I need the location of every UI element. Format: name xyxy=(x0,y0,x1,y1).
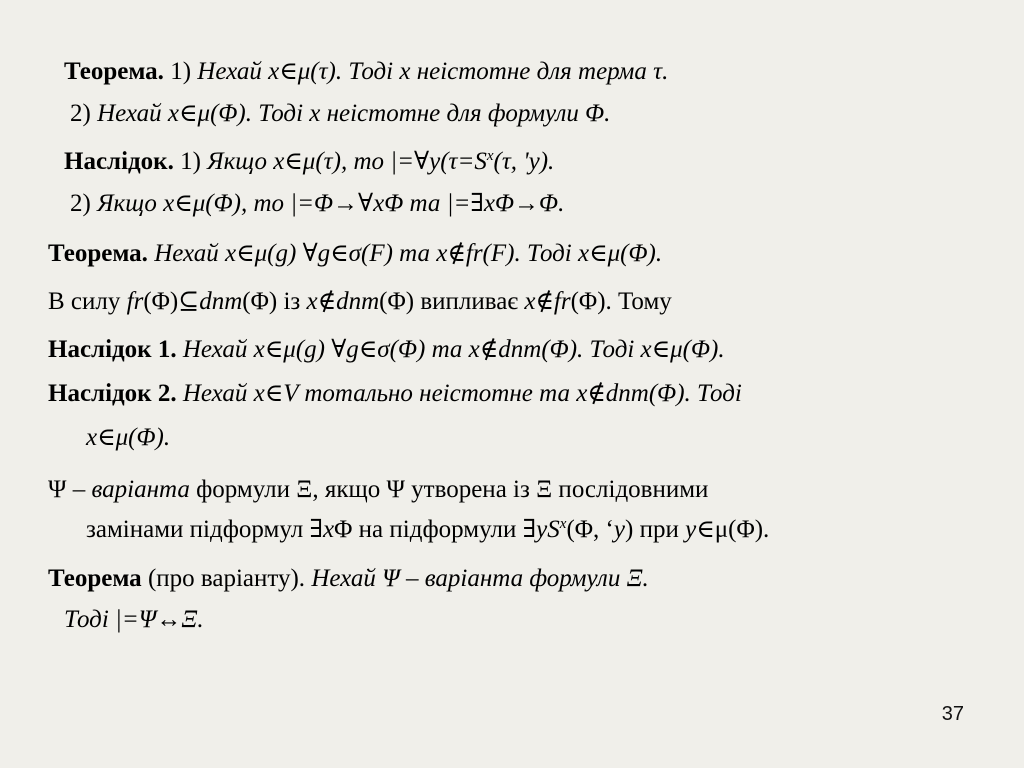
text-run: (τ, 'y). xyxy=(493,148,555,175)
theorem-1-line-2 xyxy=(70,98,610,130)
theorem-2-line xyxy=(48,238,662,270)
corollary-2-line-1 xyxy=(48,378,742,410)
text-run: (Φ, ‘ xyxy=(566,516,614,543)
text-run: dnm xyxy=(199,288,243,315)
reasoning-line xyxy=(48,286,672,318)
corollary-line-2 xyxy=(70,188,564,220)
text-run: Тоді |=Ψ↔Ξ. xyxy=(64,606,204,633)
text-run: Нехай x∈μ(τ). Тоді x неістотне для терма τ. xyxy=(197,58,669,85)
text-run: ∈μ(Φ). xyxy=(696,516,770,543)
text-run: ) при xyxy=(625,516,686,543)
text-run: Нехай x∈μ(g) ∀g∈σ(Φ) та x∉dnm(Φ). Тоді x∈μ(Φ). xyxy=(176,336,725,363)
text-run: fr xyxy=(126,288,144,315)
text-run: (про варіанту). xyxy=(141,565,312,592)
variant-theorem-line-1 xyxy=(48,563,649,595)
text-run: y xyxy=(685,516,697,543)
text-run: Теорема. xyxy=(48,240,148,267)
text-run: Φ на підформули ∃ xyxy=(334,516,537,543)
text-run: y xyxy=(613,516,625,543)
text-run: замінами підформул ∃ xyxy=(86,516,324,543)
text-run: Наслідок 1. xyxy=(48,336,177,363)
text-run: 2) xyxy=(70,190,98,217)
text-run: Нехай Ψ – варіанта формули Ξ. xyxy=(311,565,649,592)
theorem-1-line-1 xyxy=(64,56,668,88)
text-run: В силу xyxy=(48,288,127,315)
corollary-line-1 xyxy=(64,146,554,178)
text-run: Нехай x∈V тотально неістотне та x∉dnm(Φ). Тоді xyxy=(176,380,742,407)
text-run: Наслідок 2. xyxy=(48,380,177,407)
text-run: Наслідок. xyxy=(64,148,174,175)
text-run: варіанта xyxy=(91,476,190,503)
text-run: Нехай x∈μ(g) ∀g∈σ(F) та x∉fr(F). Тоді x∈μ(Φ). xyxy=(147,240,663,267)
text-run: Нехай x∈μ(Φ). Тоді x неістотне для формули Φ. xyxy=(97,100,611,127)
corollary-2-line-2 xyxy=(86,422,170,454)
text-run: (Φ) випливає xyxy=(379,288,525,315)
text-run: Теорема xyxy=(48,565,142,592)
superscript-text: x xyxy=(559,516,567,532)
text-run: (Φ). Тому xyxy=(570,288,672,315)
text-run: (Φ)⊆ xyxy=(143,288,200,315)
text-run: x∉dnm xyxy=(306,288,380,315)
variant-definition-line-2 xyxy=(86,514,769,546)
variant-definition-line-1 xyxy=(48,474,708,506)
text-run: x∉fr xyxy=(524,288,571,315)
corollary-1-line xyxy=(48,334,725,366)
superscript-text: x xyxy=(486,148,494,164)
text-run: x∈μ(Φ). xyxy=(86,424,171,451)
text-run: 1) xyxy=(173,148,208,175)
text-run: формули Ξ, якщо Ψ утворена із Ξ послідовними xyxy=(189,476,709,503)
variant-theorem-line-2 xyxy=(64,604,204,636)
page-number: 37 xyxy=(941,703,964,725)
text-run: Теорема. xyxy=(64,58,164,85)
text-run: yS xyxy=(536,516,560,543)
text-run: Якщо x∈μ(Φ), то |=Φ→∀xΦ та |=∃xΦ→Φ. xyxy=(97,190,565,217)
text-run: 1) xyxy=(163,58,198,85)
text-run: x xyxy=(323,516,335,543)
text-run: (Φ) із xyxy=(242,288,307,315)
text-run: Якщо x∈μ(τ), то |=∀y(τ=S xyxy=(207,148,487,175)
text-run: Ψ – xyxy=(48,476,92,503)
text-run: 2) xyxy=(70,100,98,127)
